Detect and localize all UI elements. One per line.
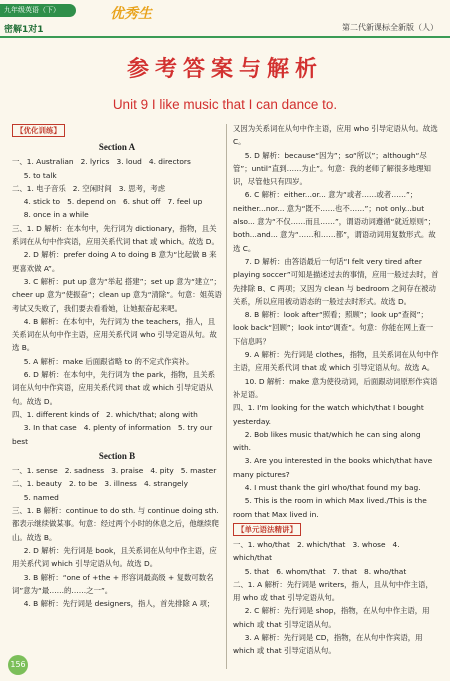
answer-line: 二、1. A 解析：先行词是 writers，指人，且从句中作主语，用 who 或 that 引导定语从句。 [233,579,433,603]
answer-line: 二、1. 电子音乐 2. 空闲时间 3. 思考，考虑 [12,183,166,193]
section-tag: 【单元语法精讲】 [233,523,301,536]
answer-line: 3. A 解析：先行词是 CD，指物，在从句中作宾语，用 which 或 that 引导定语从句。 [233,632,425,656]
grade-tab: 九年级英语（下） [0,4,76,17]
unit-title: Unit 9 I like music that I can dance to. [112,97,338,112]
answer-line: 四、1. I'm looking for the watch which/that I bought yesterday. [233,403,427,426]
answer-line: 5. A 解析：make 后面跟省略 to 的不定式作宾补。 [12,356,194,366]
answer-line: 4. I must thank the girl who/that found my bag. [233,483,421,493]
answer-line: 2. D 解析：prefer doing A to doing B 意为“比起做 B 来更喜欢做 A”。 [12,250,217,273]
answer-line: 7. D 解析：由答语最后一句话“I felt very tired after playing soccer”可知是描述过去的事情，应用一般过去时，首先排除 B、C 两项；又因为 clean 与 bedroom 之间存在被动关系，所以应用被动语态的一般过去时形式。故选 D。 [233,256,439,306]
answer-line: 4. stick to 5. depend on 6. shut off 7. feel up [12,197,203,207]
answer-line: 3. Are you interested in the books which/that have many pictures? [233,456,435,479]
left-column [12,122,222,610]
edition-label: 第二代新课标全新版（人） [342,23,438,32]
column-divider [226,124,227,669]
brand-logo: 优秀生 [110,6,152,22]
section-tag: 【优化训练】 [12,124,65,137]
header-divider [0,36,450,38]
answer-line: 3. In that case 4. plenty of information 5. try our best [12,423,215,446]
answer-line: 5. named [12,492,59,502]
answer-line: 5. to talk [12,170,57,180]
answer-line: 8. B 解析：look after“照看；照顾”；look up“查阅”；look back“回顾”；look into“调查”。句意：你能在网上查一下信息吗？ [233,310,434,346]
answer-line: 4. B 解析：在本句中，先行词为 the teachers，指人，且关系词在从句中作主语，应用关系代词 who 引导定语从句。故选 B。 [12,316,217,353]
answer-line: 2. Bob likes music that/which he can sing along with. [233,429,423,453]
answer-line: 6. D 解析：在本句中，先行词为 the park，指物，且关系词在从句中作宾语，应用关系代词 that 或 which 引导定语从句。故选 D。 [12,370,215,406]
answer-line: 一、1. sense 2. sadness 3. praise 4. pity 5. master [12,466,217,476]
answer-line: 3. C 解析：put up 意为“举起 搭建”；set up 意为“建立”；cheer up 意为“使振奋”；clean up 意为“清除”。句意：姐英语考试又失败了，我们要去看看她，让她振奋起来吧。 [12,276,222,313]
answer-line: 8. once in a while [12,210,89,220]
page-number: 156 [8,655,28,675]
answer-line: 二、1. beauty 2. to be 3. illness 4. strangely [12,479,189,489]
answer-line: 5. that 6. whom/that 7. that 8. who/that [233,566,407,576]
series-name: 密解1对1 [4,25,44,35]
section-heading: Section B [98,450,136,461]
right-column [233,122,439,658]
answer-line: 三、1. B 解析：continue to do sth. 与 continue doing sth. 都表示继续做某事。句意：经过两个小时的休息之后，他继续爬山。故选 B。 [12,506,222,542]
answer-line: 5. This is the room in which Max lived./This is the room that Max lived in. [233,496,430,519]
page-title: 参考答案与解析 [126,56,323,82]
answer-line: 6. C 解析：either...or... 意为“或者……或者……”；neither...nor... 意为“既不……也不……”；not only...but also... 意为“不仅……而且……”，谓语动词遵循“就近原则”；both...and... 意为“……和……都”，谓语动词用复数形式。故选 C。 [233,190,436,253]
answer-line: 一、1. who/that 2. which/that 3. whose 4. which/that [233,539,402,563]
answer-line: 5. D 解析：because“因为”；so“所以”；although“尽管”；until“直到……为止”。句意：我的老师了解很多地理知识，尽管他只有四岁。 [233,150,431,187]
answer-line: 9. A 解析：先行词是 clothes，指物，且关系词在从句中作主语，应用关系代词 that 或 which 引导定语从句。故选 A。 [233,350,439,373]
answer-line: 10. D 解析：make 意为使役动词，后面跟动词原形作宾语补足语。 [233,376,438,399]
page-header [0,0,450,50]
answer-line: 又因为关系词在从句中作主语，应用 who 引导定语从句。故选 C。 [233,124,441,147]
answer-line: 3. B 解析：“one of +the + 形容词最高级 + 复数可数名词”意为“最……的……之一”。 [12,572,214,595]
answer-line: 三、1. D 解析：在本句中，先行词为 dictionary，指物，且关系词在从句中作宾语，应用关系代词 that 或 which。故选 D。 [12,223,219,247]
answer-line: 一、1. Australian 2. lyrics 3. loud 4. directors [12,157,191,167]
answer-line: 2. C 解析：先行词是 shop，指物，在从句中作主语，用 which 或 that 引导定语从句。 [233,606,432,629]
answer-line: 四、1. different kinds of 2. which/that; along with [12,409,198,419]
answer-line: 2. D 解析：先行词是 book，且关系词在从句中作主语，应用关系代词 which 引导定语从句。故选 D。 [12,545,217,569]
section-heading: Section A [98,142,136,152]
answer-line: 4. B 解析：先行词是 designers，指人，首先排除 A 项； [12,599,215,609]
